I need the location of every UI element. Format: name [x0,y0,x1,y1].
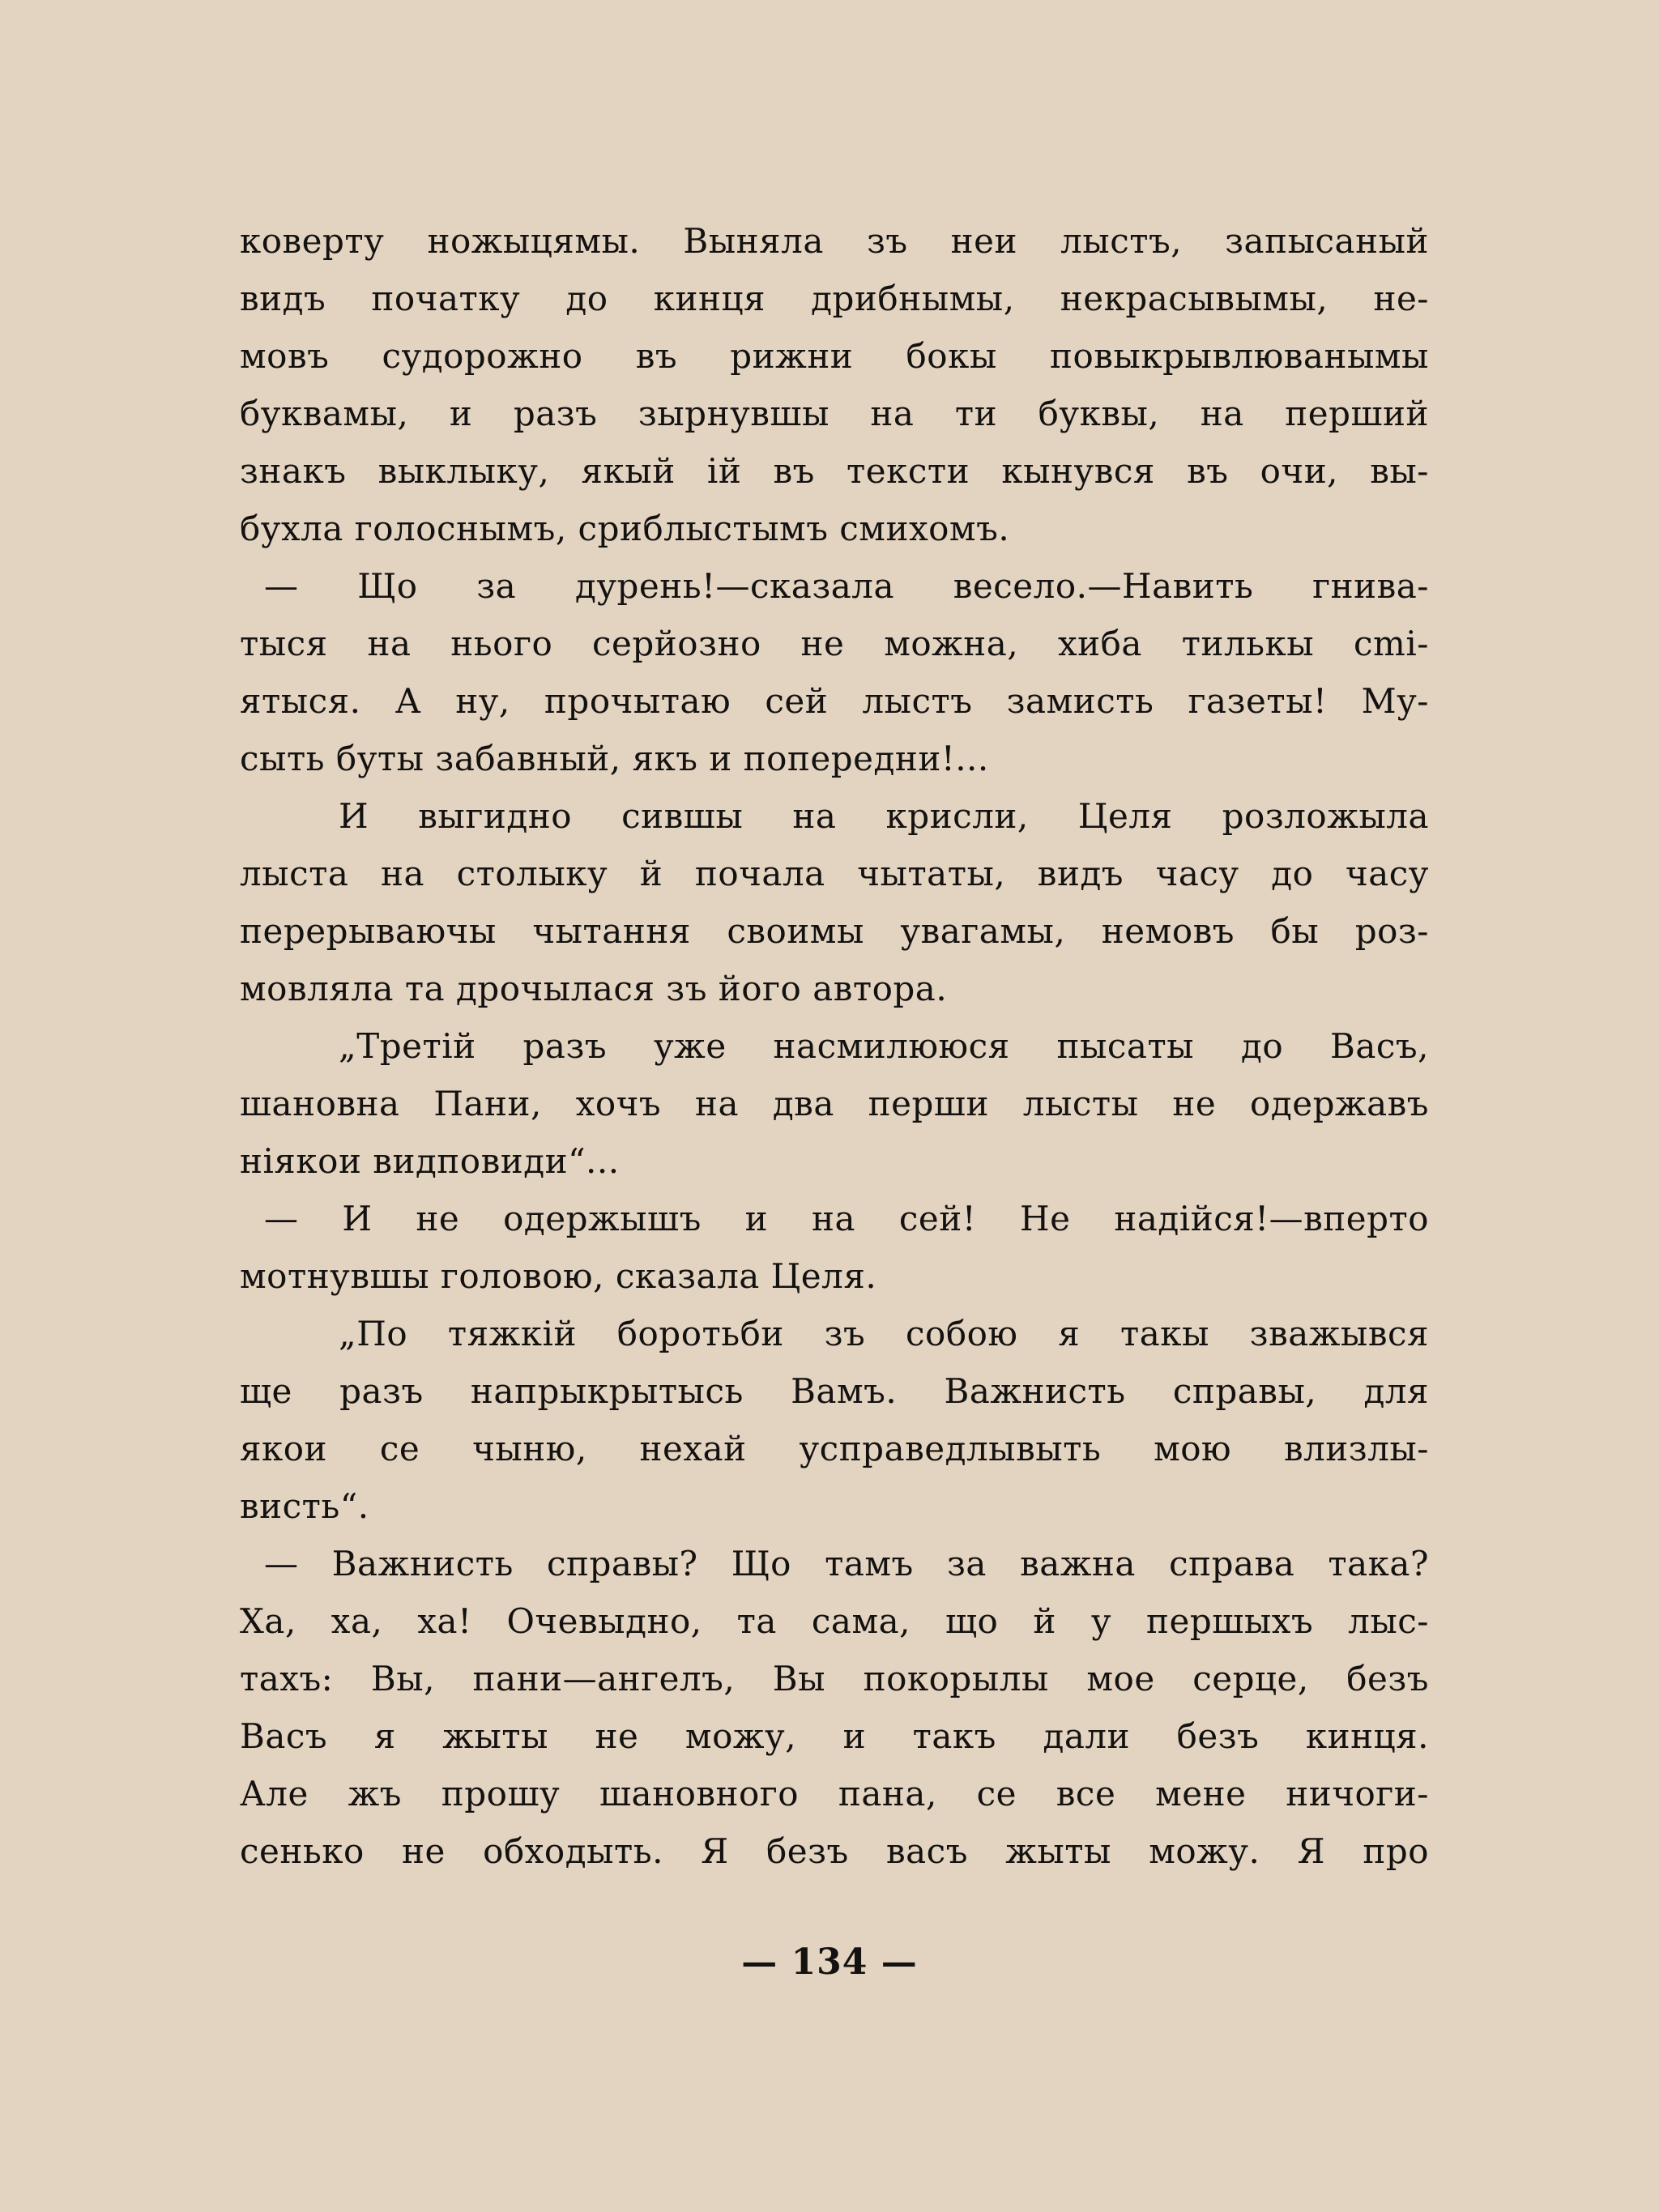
text-line: „По тяжкій боротьби зъ собою я такы зважывся [339,1314,1429,1353]
text-line: Васъ я жыты не можу, и такъ дали безъ кинця. [240,1716,1429,1756]
page-number: — 134 — [741,1941,918,1983]
text-line: шановна Пани, хочъ на два перши лысты не одержавъ [240,1084,1429,1123]
text-line: якои се чыню, нехай усправедлывыть мою влизлы- [240,1429,1429,1468]
text-line: знакъ выклыку, якый ій въ тексти кынувся въ очи, вы- [240,451,1429,491]
text-line: лыста на столыку й почала чытаты, видъ часу до часу [240,854,1429,893]
text-line: ятыся. А ну, прочытаю сей лыстъ замисть газеты! Му- [240,681,1429,721]
text-line: буквамы, и разъ зырнувшы на ти буквы, на перший [240,394,1429,433]
text-line: тыся на нього серйозно не можна, хиба тилькы сmі- [240,624,1429,663]
text-line: бухла голоснымъ, сриблыстымъ смихомъ. [240,509,1010,548]
text-line: — Важнисть справы? Що тамъ за важна справа така? [264,1544,1429,1583]
text-line: — Що за дурень!—сказала весело.—Навить гнива- [264,566,1429,606]
text-line: видъ початку до кинця дрибнымы, некрасывымы, не- [240,279,1429,318]
text-line: сенько не обходыть. Я безъ васъ жыты можу. Я про [240,1831,1429,1871]
text-line: сыть буты забавный, якъ и попередни!... [240,739,989,778]
text-line: — И не одержышъ и на сей! Не надійся!—вперто [264,1199,1429,1238]
text-line: мотнувшы головою, сказала Целя. [240,1256,877,1296]
text-line: „Третій разъ уже насмилююся пысаты до Васъ, [339,1026,1429,1066]
text-line: ще разъ напрыкрытысь Вамъ. Важнисть справы, для [240,1371,1429,1411]
text-line: мовъ судорожно въ рижни бокы повыкрывлюванымы [240,336,1429,376]
body-text [240,212,1429,1880]
text-line: И выгидно сившы на крисли, Целя розложыла [339,796,1429,836]
text-line: Але жъ прошу шановного пана, се все мене ничоги- [240,1774,1429,1813]
text-line: коверту ножыцямы. Выняла зъ неи лыстъ, запысаный [240,221,1429,261]
text-line: тахъ: Вы, пани—ангелъ, Вы покорылы мое серце, безъ [240,1659,1429,1698]
text-line: перерываючы чытання своимы увагамы, немовъ бы роз- [240,911,1429,951]
text-line: висть“. [240,1486,369,1526]
text-line: мовляла та дрочылася зъ його автора. [240,969,948,1008]
text-line: Ха, ха, ха! Очевыдно, та сама, що й у першыхъ лыс- [240,1601,1429,1641]
text-line: ніякои видповиди“... [240,1141,620,1181]
